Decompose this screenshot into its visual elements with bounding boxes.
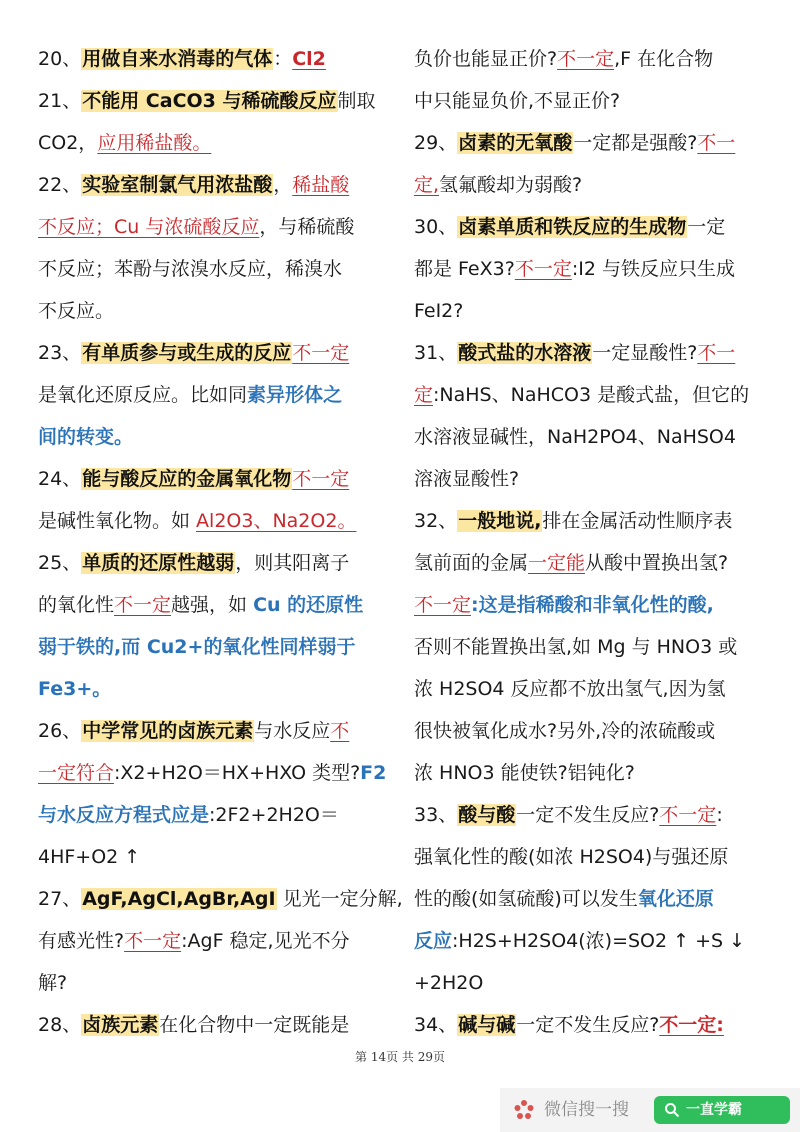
- text-segment: 27、: [38, 888, 82, 910]
- text-segment: 不反应。: [38, 300, 115, 322]
- text-segment: :2F2+2H2O＝: [209, 804, 339, 826]
- text-segment: 不反应；苯酚与浓溴水反应，稀溴水: [38, 258, 343, 280]
- text-segment: 定,: [414, 174, 440, 196]
- left-column-line: [38, 458, 390, 500]
- text-segment: CO2，: [38, 132, 98, 154]
- text-segment: 一定能: [528, 552, 586, 574]
- text-segment: 一定符合: [38, 762, 115, 784]
- text-segment: 间的转变。: [38, 426, 134, 448]
- left-column-line: [38, 668, 390, 710]
- text-segment: 一定不发生反应?: [516, 804, 660, 826]
- text-segment: 氢氟酸却为弱酸?: [439, 174, 583, 196]
- account-search-pill[interactable]: [654, 1096, 790, 1124]
- text-segment: 一般地说,: [458, 510, 542, 532]
- left-column-line: [38, 206, 390, 248]
- text-segment: 4HF+O2 ↑: [38, 846, 141, 868]
- text-segment: 的氧化性: [38, 594, 115, 616]
- text-segment: Cl2: [292, 48, 326, 70]
- text-segment: +2H2O: [414, 972, 484, 994]
- text-segment: 与水反应方程式应是: [38, 804, 210, 826]
- left-column-line: [38, 1004, 390, 1046]
- text-segment: 强氧化性的酸(如浓 H2SO4)与强还原: [414, 846, 729, 868]
- text-segment: 卤素的无氧酸: [458, 132, 573, 154]
- text-segment: ，则其阳离子: [235, 552, 350, 574]
- text-segment: F2: [360, 762, 387, 784]
- text-segment: 氧化还原: [637, 888, 714, 910]
- text-segment: Cu 的还原性: [253, 594, 364, 616]
- text-segment: 中学常见的卤族元素: [82, 720, 254, 742]
- text-segment: 33、: [414, 804, 458, 826]
- right-column-line: [414, 416, 770, 458]
- text-segment: :NaHS、NaHCO3 是酸式盐，但它的: [433, 384, 750, 406]
- text-segment: 溶液显酸性?: [414, 468, 520, 490]
- text-segment: ：: [273, 48, 293, 70]
- left-column-line: [38, 80, 390, 122]
- text-segment: 不一定: [557, 48, 615, 70]
- left-column-line: [38, 38, 390, 80]
- left-column-line: [38, 710, 390, 752]
- left-column-line: [38, 122, 390, 164]
- left-column-line: [38, 794, 390, 836]
- right-column-line: [414, 164, 770, 206]
- left-column-line: [38, 332, 390, 374]
- right-column-line: [414, 836, 770, 878]
- text-segment: 排在金属活动性顺序表: [542, 510, 733, 532]
- text-segment: ，与稀硫酸: [259, 216, 355, 238]
- text-segment: Al2O3、Na2O2。: [196, 510, 357, 532]
- text-segment: 不: [330, 720, 350, 742]
- right-column-line: [414, 710, 770, 752]
- text-segment: :这是指稀酸和非氧化性的酸,: [471, 594, 714, 616]
- text-segment: :I2 与铁反应只生成: [571, 258, 735, 280]
- text-segment: 24、: [38, 468, 82, 490]
- text-segment: 解?: [38, 972, 68, 994]
- text-segment: 不一定: [292, 468, 350, 490]
- text-segment: 卤族元素: [82, 1014, 159, 1036]
- right-column-line: [414, 458, 770, 500]
- text-segment: 应用稀盐酸。: [97, 132, 212, 154]
- text-segment: 不一定:: [659, 1014, 724, 1036]
- right-column-line: [414, 542, 770, 584]
- right-column-line: [414, 626, 770, 668]
- text-segment: 不一: [697, 132, 736, 154]
- text-segment: 25、: [38, 552, 82, 574]
- text-segment: 负价也能显正价?: [414, 48, 558, 70]
- right-column-line: [414, 500, 770, 542]
- text-segment: 中只能显负价,不显正价?: [414, 90, 621, 112]
- text-segment: 见光一定分解,: [276, 888, 403, 910]
- page-footer: 第 14页 共 29页: [355, 1050, 445, 1064]
- magnifier-icon: [664, 1102, 680, 1118]
- text-segment: 30、: [414, 216, 458, 238]
- text-segment: 31、: [414, 342, 458, 364]
- text-segment: ，: [273, 174, 293, 196]
- right-column-line: [414, 206, 770, 248]
- text-segment: 不一定: [514, 258, 572, 280]
- text-segment: 素异形体之: [247, 384, 343, 406]
- text-segment: 29、: [414, 132, 458, 154]
- left-column-line: [38, 752, 390, 794]
- wechat-search-logo-icon: [512, 1098, 536, 1122]
- left-column-line: [38, 626, 390, 668]
- left-column-line: [38, 584, 390, 626]
- text-segment: 能与酸反应的金属氧化物: [82, 468, 292, 490]
- text-segment: 不一定: [124, 930, 182, 952]
- text-segment: 酸式盐的水溶液: [458, 342, 592, 364]
- text-segment: 是氧化还原反应。比如同: [38, 384, 248, 406]
- text-segment: 性的酸(如氢硫酸)可以发生: [414, 888, 638, 910]
- text-segment: 不一定: [114, 594, 172, 616]
- text-segment: 22、: [38, 174, 82, 196]
- text-segment: 浓 HNO3 能使铁?铝钝化?: [414, 762, 635, 784]
- left-column-line: [38, 878, 403, 920]
- text-segment: 稀盐酸: [292, 174, 350, 196]
- account-name: 一直学霸: [686, 1102, 742, 1118]
- text-segment: 都是 FeX3?: [414, 258, 515, 280]
- text-segment: 不能用 CaCO3 与稀硫酸反应: [82, 90, 337, 112]
- left-column-line: [38, 962, 390, 1004]
- right-column-line: [414, 794, 770, 836]
- text-segment: 从酸中置换出氢?: [585, 552, 729, 574]
- left-column-line: [38, 374, 390, 416]
- left-column-line: [38, 920, 390, 962]
- text-segment: 23、: [38, 342, 82, 364]
- text-segment: :: [716, 804, 723, 826]
- text-segment: 越强，如: [171, 594, 254, 616]
- right-column-line: [414, 962, 770, 1004]
- text-segment: 是碱性氧化物。如: [38, 510, 197, 532]
- right-column-line: [414, 332, 770, 374]
- watermark-text: 微信搜一搜: [544, 1100, 629, 1120]
- text-segment: 不反应；Cu 与浓硫酸反应: [38, 216, 260, 238]
- text-segment: AgF,AgCl,AgBr,AgI: [82, 888, 276, 910]
- text-segment: 21、: [38, 90, 82, 112]
- left-column-line: [38, 416, 390, 458]
- left-column-line: [38, 290, 390, 332]
- right-column-line: [414, 878, 770, 920]
- text-segment: 酸与酸: [458, 804, 516, 826]
- text-segment: 很快被氧化成水?另外,冷的浓硫酸或: [414, 720, 716, 742]
- text-segment: :X2+H2O＝HX+HXO 类型?: [114, 762, 361, 784]
- right-column-line: [414, 1004, 770, 1046]
- text-segment: :AgF 稳定,见光不分: [181, 930, 350, 952]
- text-segment: 一定不发生反应?: [516, 1014, 660, 1036]
- left-column-line: [38, 542, 390, 584]
- text-segment: 用做自来水消毒的气体: [82, 48, 273, 70]
- text-segment: 氢前面的金属: [414, 552, 529, 574]
- text-segment: 28、: [38, 1014, 82, 1036]
- text-segment: 不一: [697, 342, 736, 364]
- text-segment: ,F 在化合物: [614, 48, 714, 70]
- right-column-line: [414, 752, 770, 794]
- text-segment: 26、: [38, 720, 82, 742]
- text-segment: 有感光性?: [38, 930, 125, 952]
- right-column-line: [414, 374, 770, 416]
- left-column-line: [38, 164, 390, 206]
- left-column-line: [38, 836, 390, 878]
- text-segment: 水溶液显碱性，NaH2PO4、NaHSO4: [414, 426, 736, 448]
- text-segment: 20、: [38, 48, 82, 70]
- text-segment: 不一定: [659, 804, 717, 826]
- text-segment: :H2S+H2SO4(浓)=SO2 ↑ +S ↓: [452, 930, 746, 952]
- text-segment: 一定都是强酸?: [573, 132, 698, 154]
- text-segment: 卤素单质和铁反应的生成物: [458, 216, 687, 238]
- text-segment: 一定显酸性?: [592, 342, 698, 364]
- left-column: [38, 38, 403, 1046]
- text-segment: 有单质参与或生成的反应: [82, 342, 292, 364]
- text-segment: 34、: [414, 1014, 458, 1036]
- text-segment: 单质的还原性越弱: [82, 552, 235, 574]
- text-segment: 不一定: [292, 342, 350, 364]
- text-segment: 32、: [414, 510, 458, 532]
- left-column-line: [38, 500, 390, 542]
- right-column-line: [414, 584, 770, 626]
- right-column-line: [414, 38, 770, 80]
- right-column-line: [414, 920, 770, 962]
- text-segment: 不一定: [414, 594, 472, 616]
- right-column-line: [414, 248, 770, 290]
- right-column-line: [414, 80, 770, 122]
- text-segment: 反应: [414, 930, 453, 952]
- right-column-line: [414, 290, 770, 332]
- text-segment: FeI2?: [414, 300, 464, 322]
- right-column: [414, 38, 770, 1046]
- text-segment: 碱与碱: [458, 1014, 516, 1036]
- text-segment: 与水反应: [254, 720, 331, 742]
- text-segment: 在化合物中一定既能是: [159, 1014, 350, 1036]
- right-column-line: [414, 668, 770, 710]
- text-segment: 弱于铁的,而 Cu2+的氧化性同样弱于: [38, 636, 356, 658]
- text-segment: 实验室制氯气用浓盐酸: [82, 174, 273, 196]
- text-segment: 定: [414, 384, 434, 406]
- text-segment: 浓 H2SO4 反应都不放出氢气,因为氢: [414, 678, 726, 700]
- right-column-line: [414, 122, 770, 164]
- text-segment: 一定: [687, 216, 726, 238]
- left-column-line: [38, 248, 390, 290]
- text-segment: Fe3+。: [38, 678, 112, 700]
- text-segment: 否则不能置换出氢,如 Mg 与 HNO3 或: [414, 636, 738, 658]
- text-segment: 制取: [337, 90, 376, 112]
